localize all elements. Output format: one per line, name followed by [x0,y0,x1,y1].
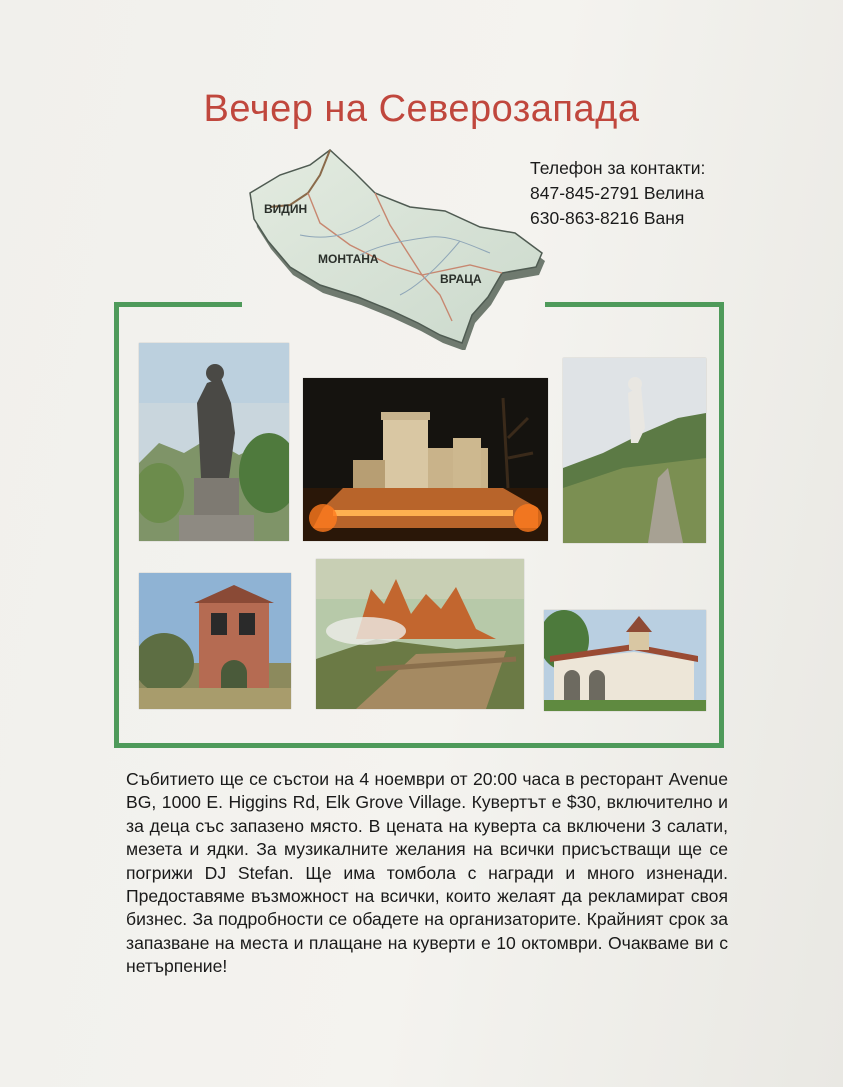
photo-frame-top-right [545,302,724,307]
photo-bell-tower [139,573,291,709]
flyer-title: Вечер на Северозапада [203,88,640,130]
contact-line-vanya: 630-863-8216 Ваня [530,208,685,228]
photo-hill-statue [563,358,706,543]
contact-block [530,156,705,231]
photo-frame-top-left [114,302,242,307]
map-label-vidin: ВИДИН [264,202,308,216]
map-label-montana: МОНТАНА [318,252,379,266]
event-description: Събитието ще се състои на 4 ноември от 20:00 часа в ресторант Avenue BG, 1000 E. Higgins Rd, Elk Grove Village. Кувертът е $30, включително и за деца със запазено място. В цената на куверта са включени 3 салати, мезета и ядки. За музикалните желания на всички присъстващи ще се погрижи DJ Stefan. Ще има томбола с награди и много изненади. Предоставяме възможност на всички, които желаят да рекламират своя бизнес. За подробности се обадете на организаторите. Крайният срок за запазване на места и плащане на куверти е 10 октомври. Очакваме ви с нетърпение! [126,769,728,977]
photo-fortress-night [303,378,548,541]
contact-line-velina: 847-845-2791 Велина [530,183,705,203]
contact-heading: Телефон за контакти: [530,158,706,178]
photo-rock-formations [316,559,524,709]
photo-monastery [544,610,706,711]
photo-monument-statue [139,343,289,541]
map-label-vratsa: ВРАЦА [440,272,482,286]
